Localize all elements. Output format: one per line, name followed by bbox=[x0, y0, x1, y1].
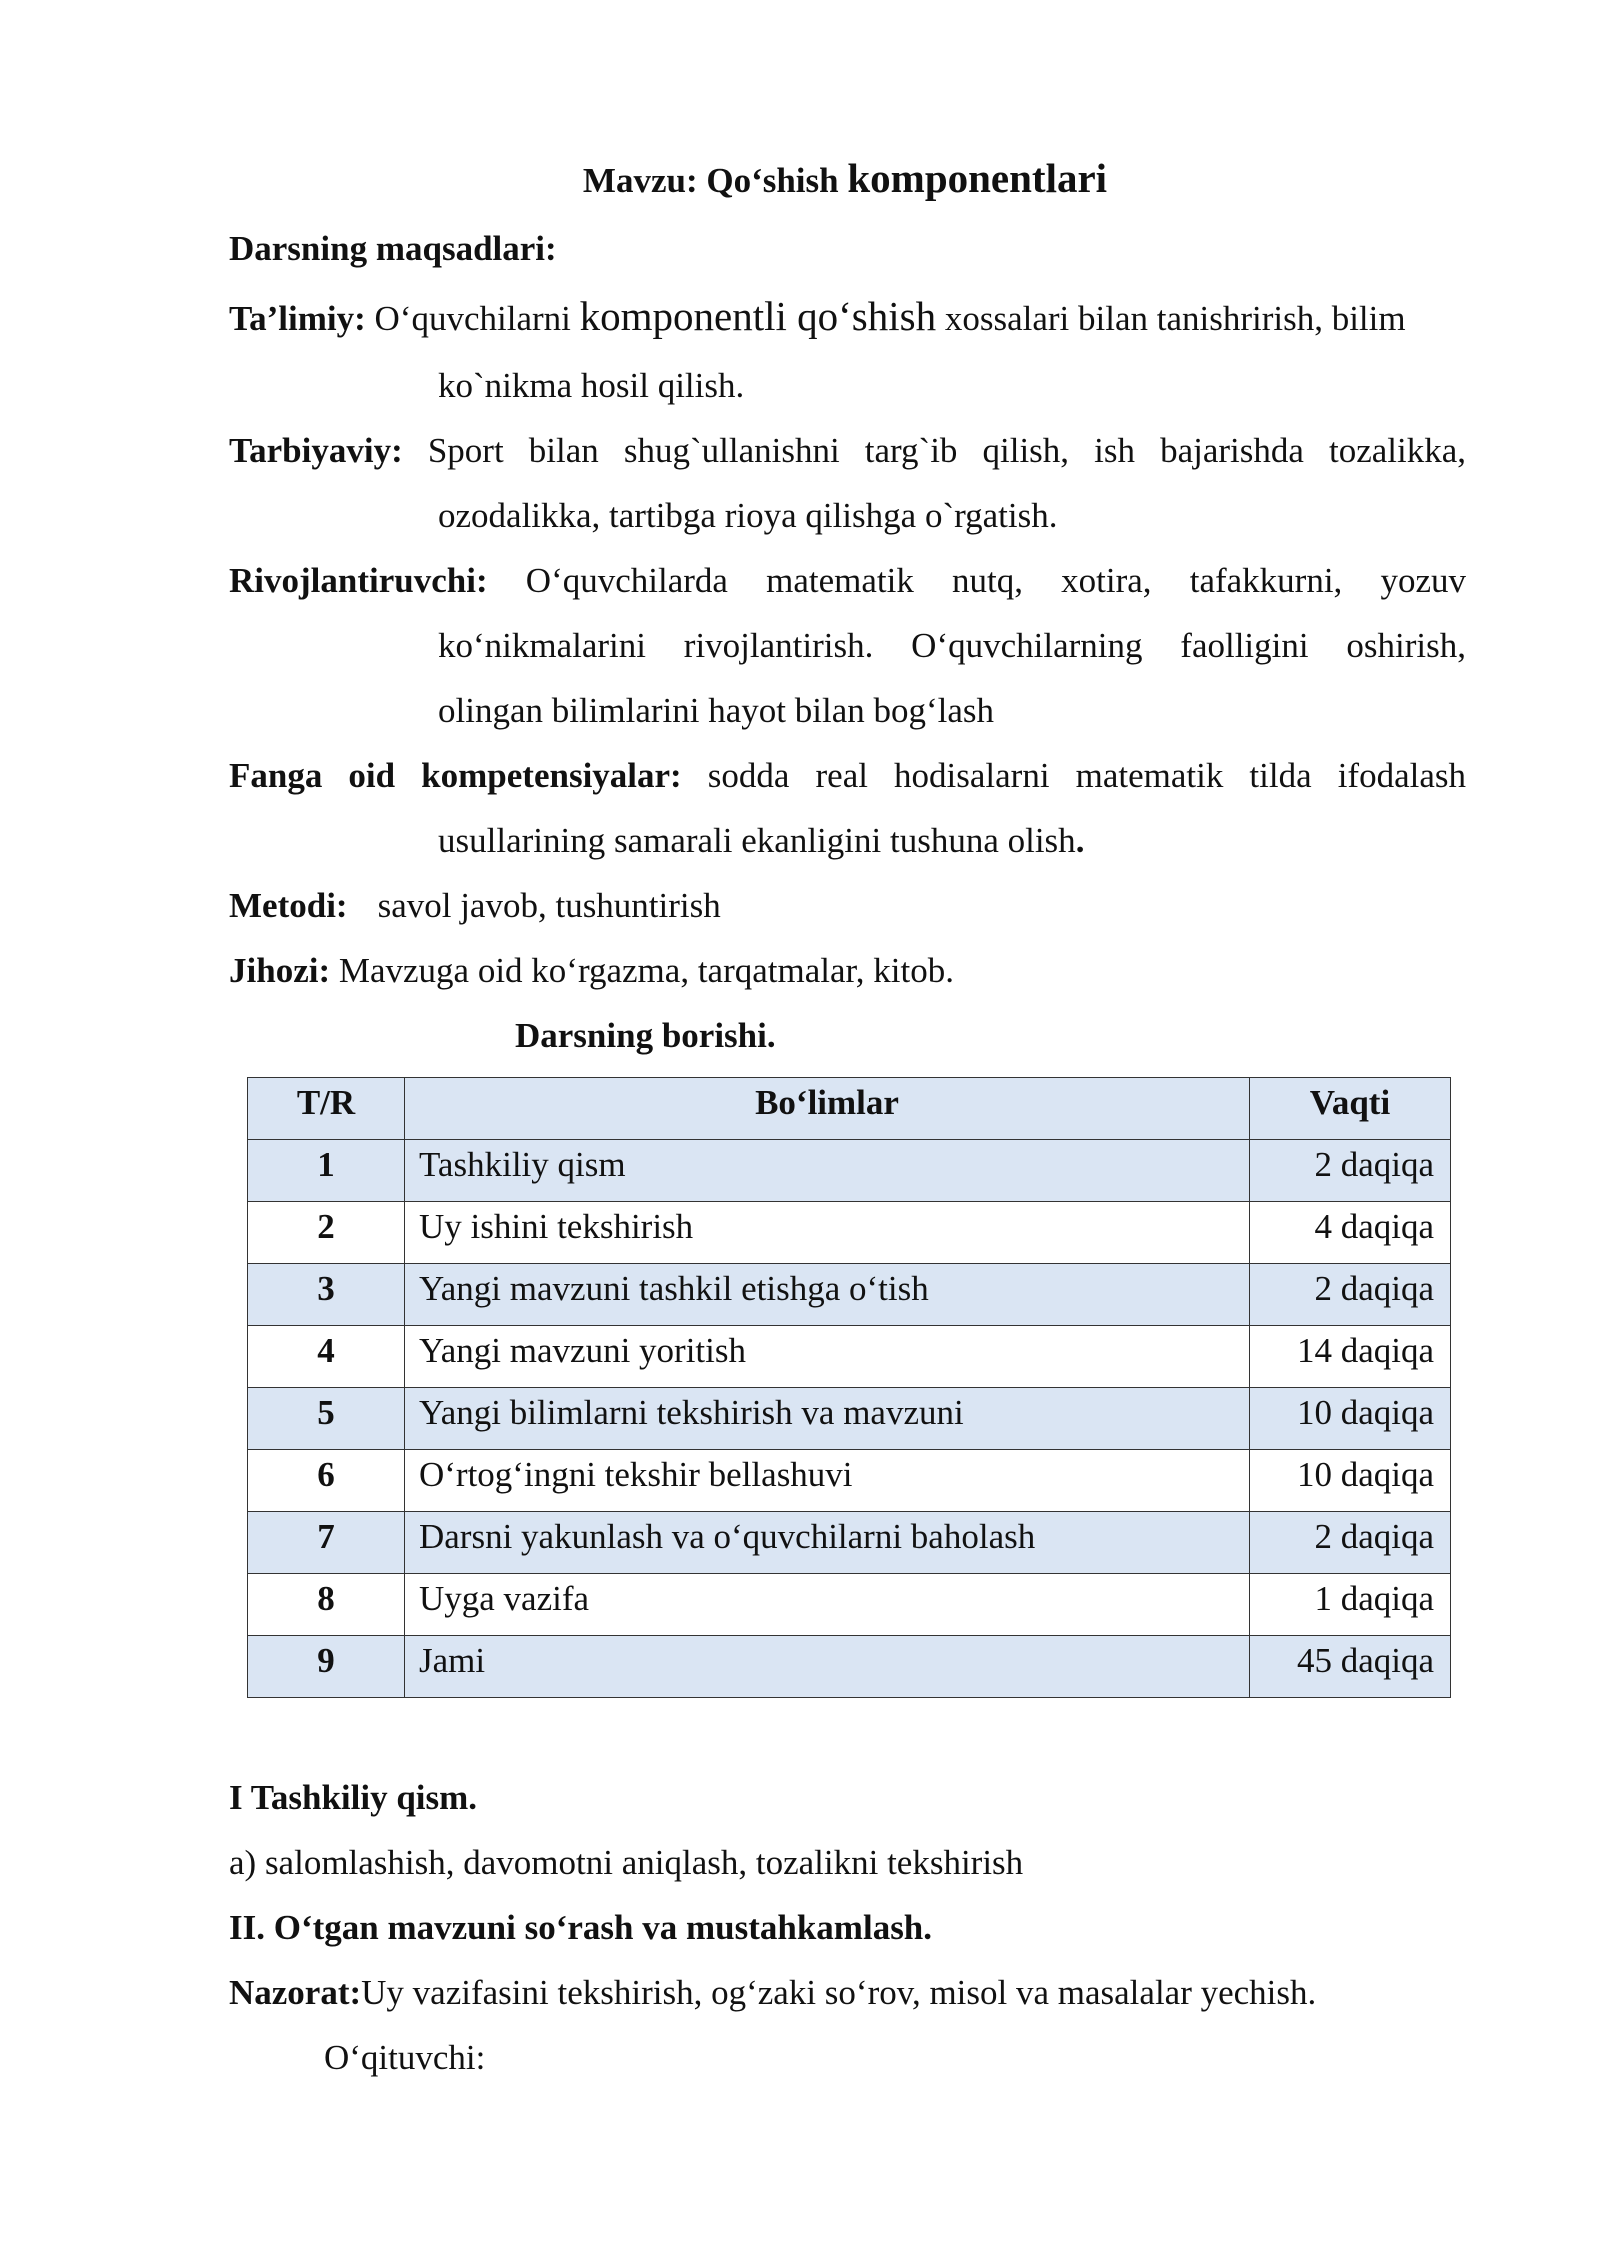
tarbiyaviy-line-2: ozodalikka, tartibga rioya qilishga o`rgatish. bbox=[438, 496, 1058, 535]
talimiy-line-2: ko`nikma hosil qilish. bbox=[438, 366, 745, 405]
row-section: Yangi mavzuni tashkil etishga o‘tish bbox=[405, 1264, 1250, 1326]
fanga-oid-line-2 bbox=[438, 819, 1084, 863]
fanga-oid-label: Fanga oid kompetensiyalar: bbox=[229, 756, 682, 795]
row-time: 2 daqiqa bbox=[1250, 1140, 1451, 1202]
nazorat-label: Nazorat: bbox=[229, 1973, 362, 2012]
talimiy-text-a: O‘quvchilarni bbox=[365, 299, 580, 338]
rivojlantiruvchi-label: Rivojlantiruvchi: bbox=[229, 561, 488, 600]
table-row bbox=[248, 1326, 1451, 1388]
row-section: Darsni yakunlash va o‘quvchilarni baholash bbox=[405, 1512, 1250, 1574]
table-row bbox=[248, 1512, 1451, 1574]
fanga-oid-text-2: usullarining samarali ekanligini tushuna olish bbox=[438, 821, 1076, 860]
talimiy-label: Ta’limiy: bbox=[229, 299, 366, 338]
part1-heading: I Tashkiliy qism. bbox=[229, 1778, 478, 1817]
nazorat-text: Uy vazifasini tekshirish, og‘zaki so‘rov, misol va masalalar yechish. bbox=[361, 1973, 1317, 2012]
rivojlantiruvchi-line-3: olingan bilimlarini hayot bilan bog‘lash bbox=[438, 691, 995, 730]
table-row bbox=[248, 1574, 1451, 1636]
fanga-oid-text: sodda real hodisalarni matematik tilda ifodalash bbox=[707, 756, 1466, 795]
row-section: Yangi mavzuni yoritish bbox=[405, 1326, 1250, 1388]
metodi-text: savol javob, tushuntirish bbox=[377, 886, 721, 925]
rivojlantiruvchi-line-2: ko‘nikmalarini rivojlantirish. O‘quvchilarning faolligini oshirish, bbox=[438, 626, 1466, 665]
row-section: O‘rtog‘ingni tekshir bellashuvi bbox=[405, 1450, 1250, 1512]
row-section: Yangi bilimlarni tekshirish va mavzuni bbox=[405, 1388, 1250, 1450]
row-time: 45 daqiqa bbox=[1250, 1636, 1451, 1698]
table-row bbox=[248, 1202, 1451, 1264]
title-main: komponentlari bbox=[847, 155, 1108, 201]
row-num: 3 bbox=[248, 1264, 405, 1326]
rivojlantiruvchi-line-1 bbox=[229, 559, 1466, 603]
row-num: 7 bbox=[248, 1512, 405, 1574]
row-num: 8 bbox=[248, 1574, 405, 1636]
table-row bbox=[248, 1636, 1451, 1698]
row-num: 2 bbox=[248, 1202, 405, 1264]
jihozi-label: Jihozi: bbox=[229, 951, 331, 990]
tarbiyaviy-line-1 bbox=[229, 429, 1466, 473]
fanga-oid-line-1 bbox=[229, 754, 1466, 798]
row-section: Jami bbox=[405, 1636, 1250, 1698]
metodi-line bbox=[229, 884, 721, 928]
teacher-label: O‘qituvchi: bbox=[324, 2038, 486, 2077]
jihozi-line bbox=[229, 949, 954, 993]
fanga-oid-end: . bbox=[1075, 821, 1085, 860]
row-num: 1 bbox=[248, 1140, 405, 1202]
part2-heading: II. O‘tgan mavzuni so‘rash va mustahkamlash. bbox=[229, 1908, 933, 1947]
borishi-heading: Darsning borishi. bbox=[515, 1016, 776, 1055]
row-section: Tashkiliy qism bbox=[405, 1140, 1250, 1202]
row-time: 1 daqiqa bbox=[1250, 1574, 1451, 1636]
header-num: T/R bbox=[248, 1078, 405, 1140]
table-row bbox=[248, 1450, 1451, 1512]
row-time: 10 daqiqa bbox=[1250, 1450, 1451, 1512]
talimiy-line-1 bbox=[229, 294, 1406, 341]
row-num: 9 bbox=[248, 1636, 405, 1698]
goals-heading: Darsning maqsadlari: bbox=[229, 229, 557, 268]
rivojlantiruvchi-text: O‘quvchilarda matematik nutq, xotira, tafakkurni, yozuv bbox=[525, 561, 1467, 600]
row-time: 2 daqiqa bbox=[1250, 1264, 1451, 1326]
jihozi-text: Mavzuga oid ko‘rgazma, tarqatmalar, kitob. bbox=[330, 951, 954, 990]
part1-text: a) salomlashish, davomotni aniqlash, tozalikni tekshirish bbox=[229, 1843, 1024, 1882]
table-row bbox=[248, 1388, 1451, 1450]
talimiy-text-big: komponentli qo‘shish bbox=[579, 293, 937, 339]
lesson-plan-table bbox=[247, 1077, 1451, 1698]
tarbiyaviy-text: Sport bilan shug`ullanishni targ`ib qilish, ish bajarishda tozalikka, bbox=[427, 431, 1467, 470]
tarbiyaviy-label: Tarbiyaviy: bbox=[229, 431, 403, 470]
header-section: Bo‘limlar bbox=[405, 1078, 1250, 1140]
header-time: Vaqti bbox=[1250, 1078, 1451, 1140]
nazorat-line bbox=[229, 1971, 1316, 2015]
row-time: 2 daqiqa bbox=[1250, 1512, 1451, 1574]
row-section: Uy ishini tekshirish bbox=[405, 1202, 1250, 1264]
row-time: 4 daqiqa bbox=[1250, 1202, 1451, 1264]
metodi-label: Metodi: bbox=[229, 886, 348, 925]
table-header-row bbox=[248, 1078, 1451, 1140]
table-row bbox=[248, 1264, 1451, 1326]
row-time: 10 daqiqa bbox=[1250, 1388, 1451, 1450]
row-time: 14 daqiqa bbox=[1250, 1326, 1451, 1388]
talimiy-text-b: xossalari bilan tanishrirish, bilim bbox=[936, 299, 1406, 338]
row-num: 5 bbox=[248, 1388, 405, 1450]
row-num: 6 bbox=[248, 1450, 405, 1512]
page-title bbox=[0, 156, 1600, 203]
row-num: 4 bbox=[248, 1326, 405, 1388]
title-prefix: Mavzu: Qo‘shish bbox=[582, 161, 848, 200]
row-section: Uyga vazifa bbox=[405, 1574, 1250, 1636]
table-row bbox=[248, 1140, 1451, 1202]
